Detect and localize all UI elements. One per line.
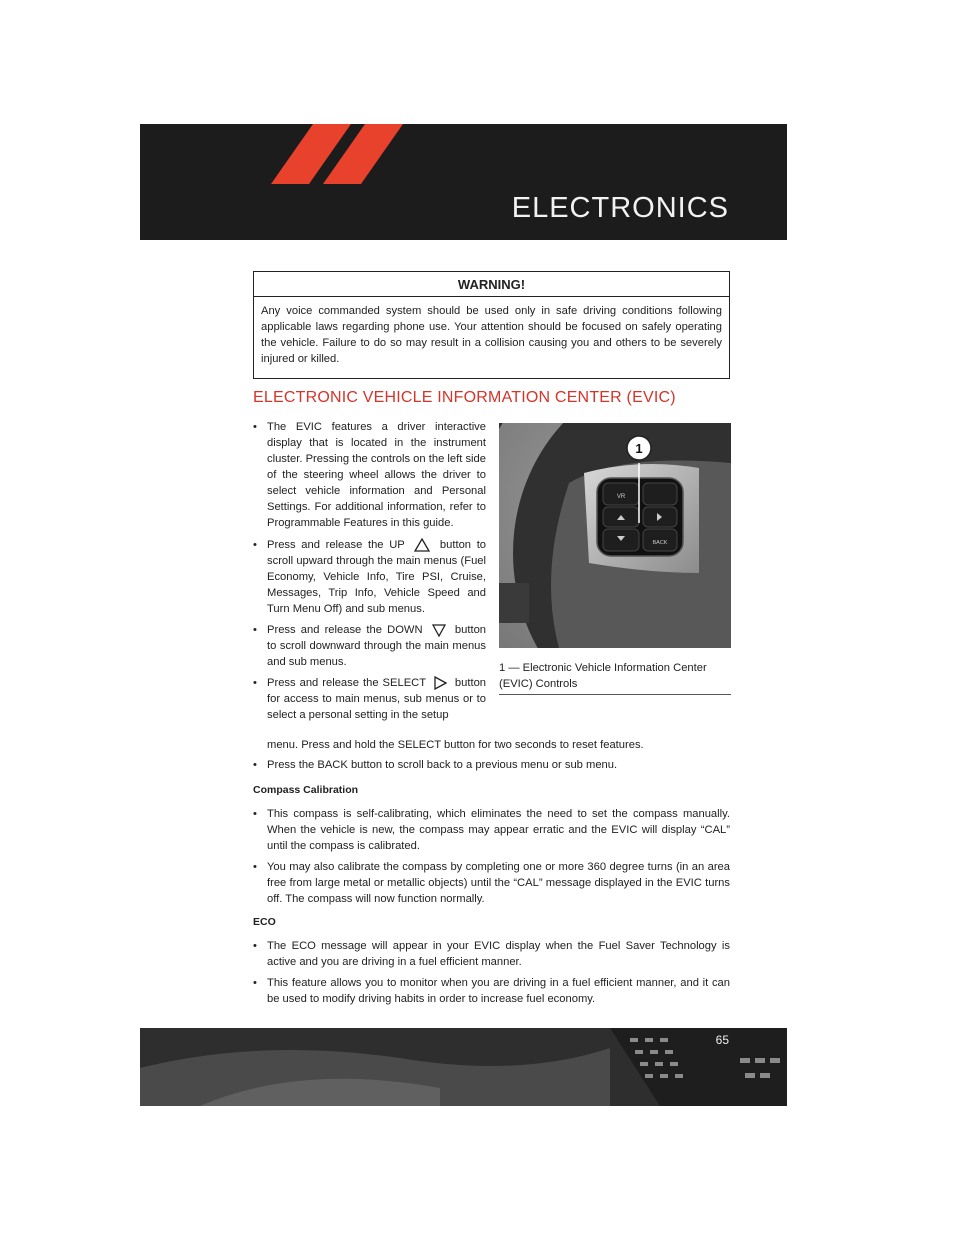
page-title: ELECTRONICS <box>511 192 729 224</box>
list-item: • This feature allows you to monitor when you are driving in a fuel efficient manner, and it can be used to modify driving habits in order to increase fuel economy. <box>253 977 730 1005</box>
footer-photo <box>140 1028 787 1106</box>
compass-heading: Compass Calibration <box>253 784 359 796</box>
page-number: 65 <box>715 1033 729 1047</box>
bullet-text: button to scroll downward through the main menus and sub menus. <box>267 624 487 668</box>
figure-caption: 1 — Electronic Vehicle Information Center (EVIC) Controls <box>499 660 731 695</box>
warning-box <box>253 271 730 379</box>
bullet-text: Press and release the SELECT <box>267 677 426 689</box>
list-item: • This compass is self-calibrating, which eliminates the need to set the compass manually. When the vehicle is new, the compass may appear erratic and the EVIC will display “CAL” until the compass is calibrated. <box>253 808 730 852</box>
bullet-text: Press and release the UP <box>267 539 405 551</box>
vr-button-label: VR <box>616 494 626 500</box>
warning-title: WARNING! <box>254 272 729 297</box>
bullet-text: This feature allows you to monitor when you are driving in a fuel efficient manner, and it can be used to modify driving habits in order to increase fuel economy. <box>267 977 730 1005</box>
list-item: • The EVIC features a driver interactive display that is located in the instrument cluster. Pressing the controls on the left side of the steering wheel allows the driver to select vehicle information and Personal Settings. For additional information, refer to Programmable Features in this guide. <box>253 421 486 529</box>
bullet-text: Press the BACK button to scroll back to a previous menu or sub menu. <box>267 759 618 771</box>
list-item: • The ECO message will appear in your EVIC display when the Fuel Saver Technology is active and you are driving in a fuel efficient manner. <box>253 940 730 968</box>
select-arrow-icon <box>434 676 447 690</box>
evic-bullets <box>253 419 486 723</box>
section-title: ELECTRONIC VEHICLE INFORMATION CENTER (EVIC) <box>253 389 676 406</box>
list-item: • Press and release the DOWN button to scroll downward through the main menus and sub menus. <box>253 624 487 668</box>
callout-number: 1 <box>635 441 643 456</box>
steering-wheel-illustration <box>499 423 731 648</box>
list-item: • Press and release the SELECT button for access to main menus, sub menus or to select a personal setting in the setup <box>253 677 487 721</box>
compass-bullets <box>253 806 730 912</box>
bullet-text: button for access to main menus, sub menus or to select a personal setting in the setup <box>267 677 487 721</box>
evic-controls-photo <box>499 423 731 648</box>
eco-bullets <box>253 938 730 1012</box>
bullet-continuation: menu. Press and hold the SELECT button for two seconds to reset features. <box>267 739 644 751</box>
eco-heading: ECO <box>253 916 276 928</box>
evic-bullets-continued <box>253 737 730 778</box>
bullet-text: You may also calibrate the compass by completing one or more 360 degree turns (in an area free from large metal or metallic objects) until the “CAL” message displayed in the EVIC turns off. The compass will now function normally. <box>267 861 730 905</box>
list-item: • You may also calibrate the compass by completing one or more 360 degree turns (in an area free from large metal or metallic objects) until the “CAL” message displayed in the EVIC turns off. The compass will now function normally. <box>253 861 730 905</box>
bullet-text: The ECO message will appear in your EVIC display when the Fuel Saver Technology is active and you are driving in a fuel efficient manner. <box>267 940 730 968</box>
down-arrow-icon <box>432 624 446 637</box>
page-header <box>140 124 787 240</box>
bullet-text: This compass is self-calibrating, which eliminates the need to set the compass manually. When the vehicle is new, the compass may appear erratic and the EVIC will display “CAL” until the compass is calibrated. <box>267 808 730 852</box>
bullet-text: Press and release the DOWN <box>267 624 423 636</box>
back-button-label: BACK <box>652 540 668 546</box>
bullet-text: button to scroll upward through the main menus (Fuel Economy, Vehicle Info, Tire PSI, Cruise, Messages, Trip Info, Vehicle Speed and Turn Menu Off) and sub menus. <box>267 539 487 615</box>
bullet-text: The EVIC features a driver interactive display that is located in the instrument cluster. Pressing the controls on the left side of the steering wheel allows the driver to select vehicle information and Personal Settings. For additional information, refer to Programmable Features in this guide. <box>267 421 486 529</box>
list-item: • Press and release the UP button to scroll upward through the main menus (Fuel Economy, Vehicle Info, Tire PSI, Cruise, Messages, Trip Info, Vehicle Speed and Turn Menu Off) and sub menus. <box>253 539 487 615</box>
page-footer <box>140 1028 787 1106</box>
up-arrow-icon <box>414 538 430 552</box>
list-item: • Press the BACK button to scroll back to a previous menu or sub menu. <box>253 759 618 771</box>
warning-body: Any voice commanded system should be used only in safe driving conditions following applicable laws regarding phone use. Your attention should be focused on safely operating the vehicle. Failure to do so may result in a collision causing you and others to be severely injured or killed. <box>261 305 722 365</box>
